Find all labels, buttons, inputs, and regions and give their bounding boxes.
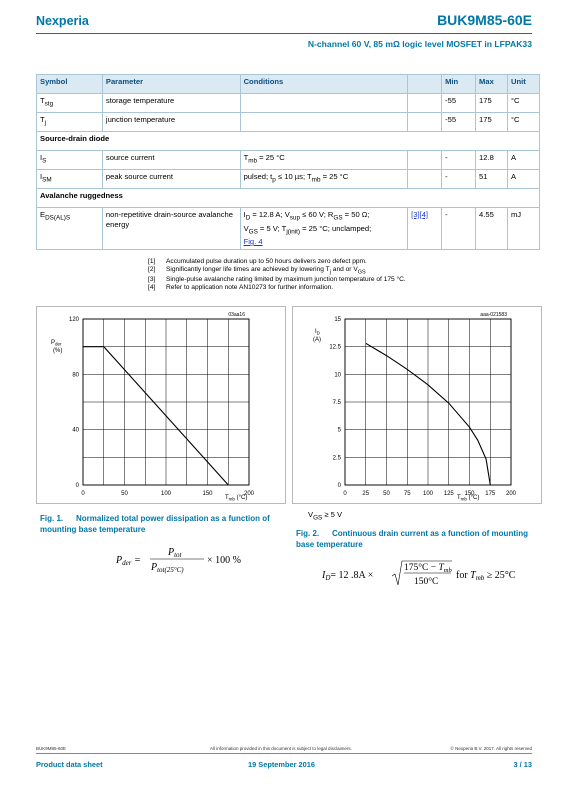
footer-date: 19 September 2016 — [248, 760, 315, 769]
limiting-values-table — [36, 74, 540, 250]
x-tick-label: 200 — [243, 491, 255, 497]
min-cell: -55 — [442, 113, 476, 132]
symbol-cell: $I_{SM}$ — [37, 170, 103, 189]
fig2-chart — [293, 307, 541, 503]
min-cell: - — [442, 208, 476, 250]
col-max: Max — [476, 75, 508, 94]
conditions-cell: pulsed; $t_p \le 10$ µs; $T_{mb} = 25$ °C — [240, 170, 408, 189]
parameter-cell: peak source current — [102, 170, 240, 189]
conditions-cell: $T_{mb} = 25$ °C — [240, 151, 408, 170]
y-tick-label: 15 — [334, 317, 341, 323]
svg-text:150°C: 150°C — [414, 577, 439, 587]
table-section-row — [37, 132, 540, 151]
note-number: [3] — [148, 276, 156, 284]
table-row — [37, 113, 540, 132]
fig1-label: Fig. 1. — [40, 514, 64, 523]
max-cell: 175 — [476, 94, 508, 113]
y-tick-label: 12.5 — [329, 344, 341, 351]
note-item — [148, 276, 406, 284]
fig1-chart-frame — [36, 306, 286, 504]
document-subtitle: N-channel 60 V, 85 mΩ logic level MOSFET in LFPAK33 — [307, 39, 532, 49]
unit-cell: mJ — [507, 208, 539, 250]
x-tick-label: 100 — [422, 491, 434, 497]
note-number: [2] — [148, 266, 156, 273]
svg-text:175°C − Tmb: $175^\circ C - T_{mb}$ — [404, 563, 452, 574]
table-row — [37, 94, 540, 113]
col-conditions: Conditions — [240, 75, 408, 94]
fig2-label: Fig. 2. — [296, 529, 320, 538]
y-axis-title: $P_{der}$ — [51, 340, 62, 347]
y-tick-label: 0 — [337, 483, 341, 489]
symbol-cell: $E_{DS(AL)S}$ — [37, 208, 103, 250]
y-tick-label: 120 — [68, 317, 79, 323]
y-axis-title: $I_D$ — [315, 329, 320, 336]
svg-text:× 100 %: × 100 % — [207, 555, 241, 566]
col-unit: Unit — [507, 75, 539, 94]
x-tick-label: 25 — [362, 491, 370, 497]
fig1-formula — [116, 545, 241, 576]
table-notes — [148, 258, 406, 292]
min-cell: - — [442, 151, 476, 170]
note-text: Refer to application note AN10273 for further information. — [166, 284, 334, 292]
x-tick-label: 125 — [443, 491, 454, 497]
y-tick-label: 10 — [334, 372, 341, 379]
x-tick-label: 75 — [403, 491, 411, 497]
fig1-caption — [40, 513, 280, 535]
unit-cell: A — [507, 170, 539, 189]
svg-text:for Tmb ≥ 25°C: for $T_{mb} \ge 25^\circ C$ — [456, 570, 516, 582]
note-item — [148, 266, 406, 276]
col-ref — [408, 75, 442, 94]
svg-text:ID= 12 .8A ×: $I_D= 12$ .8A × — [322, 570, 374, 582]
min-cell: - — [442, 170, 476, 189]
min-cell: -55 — [442, 94, 476, 113]
col-parameter: Parameter — [102, 75, 240, 94]
x-tick-label: 100 — [160, 491, 172, 497]
y-tick-label: 2.5 — [332, 455, 341, 462]
parameter-cell: junction temperature — [102, 113, 240, 132]
note-text: Single-pulse avalanche rating limited by maximum junction temperature of 175 °C. — [166, 276, 406, 284]
chart-code: aaa-021583 — [480, 312, 507, 318]
table-row — [37, 170, 540, 189]
x-axis-title: $T_{mb}$ (°C) — [225, 495, 248, 502]
x-tick-label: 50 — [121, 491, 128, 497]
note-text: Accumulated pulse duration up to 50 hours delivers zero defect ppm. — [166, 258, 367, 265]
x-tick-label: 50 — [383, 491, 390, 497]
fig2-condition: $V_{GS} \ge 5$ V — [308, 510, 343, 522]
ref-cell — [408, 170, 442, 189]
table-row — [37, 208, 540, 250]
ref-cell — [408, 113, 442, 132]
footer-doc-id: BUK9M85-60E — [36, 746, 67, 751]
table-section-row — [37, 189, 540, 208]
parameter-cell: non-repetitive drain-source avalanche energy — [102, 208, 240, 250]
y-axis-unit: (%) — [53, 348, 63, 354]
unit-cell: °C — [507, 113, 539, 132]
unit-cell: A — [507, 151, 539, 170]
conditions-cell — [240, 94, 408, 113]
y-tick-label: 0 — [75, 483, 79, 489]
x-axis-title: $T_{mb}$ (°C) — [457, 495, 480, 502]
x-tick-label: 175 — [485, 491, 496, 497]
part-number: BUK9M85-60E — [437, 12, 532, 28]
max-cell: 4.55 — [476, 208, 508, 250]
note-ref-link[interactable]: [3][4] — [411, 210, 429, 219]
x-tick-label: 150 — [464, 491, 475, 497]
x-tick-label: 150 — [202, 491, 213, 497]
y-tick-label: 7.5 — [332, 400, 341, 406]
svg-text:Ptot(25°C): $P_{tot(25^\circ C)}$ — [151, 562, 184, 574]
max-cell: 51 — [476, 170, 508, 189]
col-symbol: Symbol — [37, 75, 103, 94]
note-number: [1] — [148, 258, 156, 265]
max-cell: 175 — [476, 113, 508, 132]
max-cell: 12.8 — [476, 151, 508, 170]
section-source-drain: Source-drain diode — [37, 132, 540, 151]
svg-text:Ptot: $P_{tot}$ — [168, 547, 182, 559]
x-tick-label: 200 — [505, 491, 517, 497]
footer-doc-type: Product data sheet — [36, 760, 103, 769]
chart-code: 03aa16 — [228, 312, 245, 318]
footer-page: 3 / 13 — [513, 760, 532, 769]
y-axis-unit: (A) — [313, 337, 321, 343]
y-tick-label: 40 — [72, 427, 79, 434]
col-min: Min — [442, 75, 476, 94]
fig2-chart-frame — [292, 306, 542, 504]
table-row — [37, 151, 540, 170]
y-tick-label: 80 — [72, 372, 79, 379]
parameter-cell: storage temperature — [102, 94, 240, 113]
fig2-caption — [296, 528, 536, 550]
ref-cell — [408, 208, 442, 250]
note-item — [148, 258, 406, 266]
ref-cell — [408, 151, 442, 170]
note-number: [4] — [148, 284, 156, 292]
section-avalanche: Avalanche ruggedness — [37, 189, 540, 208]
unit-cell: °C — [507, 94, 539, 113]
fig2-formula — [322, 558, 532, 593]
ref-cell — [408, 94, 442, 113]
conditions-cell — [240, 113, 408, 132]
footer-copyright: © Nexperia B.V. 2017. All rights reserved — [450, 746, 532, 751]
symbol-cell: $T_j$ — [37, 113, 103, 132]
fig2-caption-text: Continuous drain current as a function of mounting base temperature — [296, 529, 528, 549]
note-text: Significantly longer life times are achieved by lowering $T_j$ and or $V_{GS}$ — [166, 266, 366, 276]
footer-disclaimer: All information provided in this document is subject to legal disclaimers. — [210, 746, 352, 751]
parameter-cell: source current — [102, 151, 240, 170]
table-header-row — [37, 75, 540, 94]
svg-text:Pder =: $P_{der}$ = — [116, 555, 141, 567]
conditions-cell: $I_D = 12.8$ A; $V_{sup} \le 60$ V; $R_{GS} = 50$ Ω; $V_{GS} = 5$ V; $T_{j(init)} = 25$ °C; unclamped; Fig. 4 — [240, 208, 408, 250]
fig4-link[interactable]: Fig. 4 — [243, 237, 263, 247]
footer-rule — [36, 753, 532, 754]
x-tick-label: 0 — [343, 491, 347, 497]
symbol-cell: $I_S$ — [37, 151, 103, 170]
note-item — [148, 284, 406, 292]
series-line — [83, 347, 228, 485]
symbol-cell: $T_{stg}$ — [37, 94, 103, 113]
y-tick-label: 5 — [337, 427, 341, 434]
fig1-chart — [37, 307, 285, 503]
fig1-caption-text: Normalized total power dissipation as a function of mounting base temperature — [40, 514, 270, 534]
brand-logo: Nexperia — [36, 14, 89, 28]
header-rule — [36, 33, 532, 34]
x-tick-label: 0 — [81, 491, 85, 497]
